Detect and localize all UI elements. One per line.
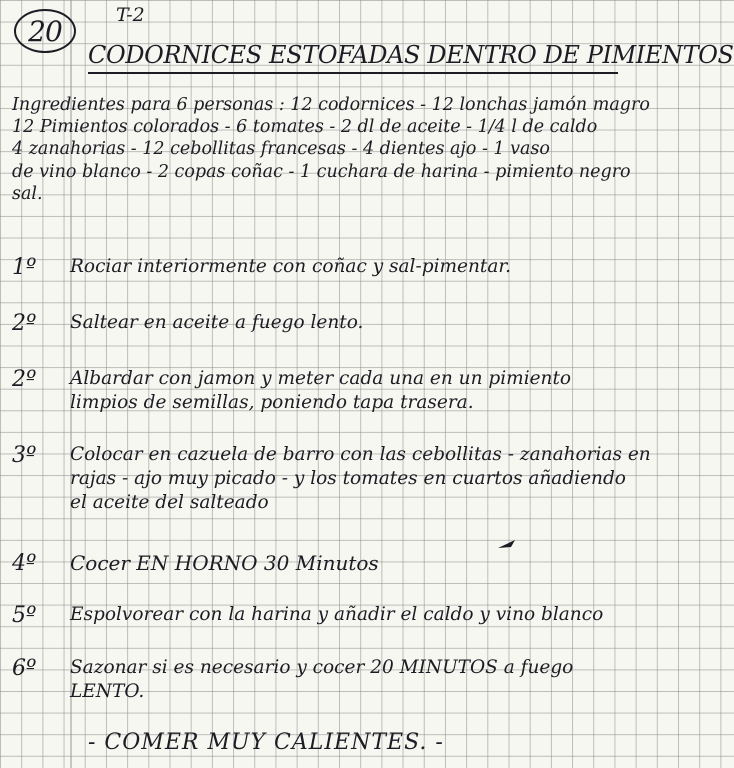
step-line: Colocar en cazuela de barro con las cebollitas - zanahorias en xyxy=(70,444,651,465)
step-text xyxy=(70,255,630,279)
step-line: Cocer EN HORNO 30 Minutos xyxy=(70,551,379,575)
step-number: 5º xyxy=(12,603,37,628)
step-line: Albardar con jamon y meter cada una en un pimiento xyxy=(70,368,572,389)
closing-note: - COMER MUY CALIENTES. - xyxy=(88,730,444,755)
page-number: 20 xyxy=(28,14,62,48)
step-number: 6º xyxy=(12,656,37,681)
ingredients-line: 4 zanahorias - 12 cebollitas francesas - 4 dientes ajo - 1 vaso xyxy=(12,139,550,160)
ingredients-block xyxy=(12,94,650,205)
recipe-code: T-2 xyxy=(116,4,145,26)
step-line: el aceite del salteado xyxy=(70,492,269,513)
step-text xyxy=(70,367,630,415)
step-line: Espolvorear con la harina y añadir el caldo y vino blanco xyxy=(70,604,604,625)
ingredients-line: de vino blanco - 2 copas coñac - 1 cuchara de harina - pimiento negro xyxy=(12,161,631,182)
step-line: Rociar interiormente con coñac y sal-pimentar. xyxy=(70,256,512,277)
step-number: 3º xyxy=(12,443,37,468)
ingredients-line: 12 Pimientos colorados - 6 tomates - 2 dl de aceite - 1/4 l de caldo xyxy=(12,117,598,138)
step-line: LENTO. xyxy=(70,681,145,702)
page-number-circle xyxy=(14,9,76,53)
step-text xyxy=(70,443,651,515)
step-text xyxy=(70,551,630,575)
step-number: 4º xyxy=(12,551,37,576)
ingredients-line: sal. xyxy=(12,183,43,204)
step-text xyxy=(70,656,630,704)
recipe-title: CODORNICES ESTOFADAS DENTRO DE PIMIENTOS xyxy=(88,38,618,74)
step-line: limpios de semillas, poniendo tapa trasera. xyxy=(70,392,474,413)
step-line: Saltear en aceite a fuego lento. xyxy=(70,312,364,333)
step-number: 2º xyxy=(12,311,37,336)
step-line: rajas - ajo muy picado - y los tomates en cuartos añadiendo xyxy=(70,468,626,489)
step-number: 2º xyxy=(12,367,37,392)
step-text xyxy=(70,603,630,627)
step-number: 1º xyxy=(12,255,37,280)
ink-mark-icon xyxy=(497,538,517,550)
step-text xyxy=(70,311,630,335)
ingredients-line: Ingredientes para 6 personas : 12 codornices - 12 lonchas jamón magro xyxy=(12,95,650,115)
step-line: Sazonar si es necesario y cocer 20 MINUTOS a fuego xyxy=(70,657,574,678)
